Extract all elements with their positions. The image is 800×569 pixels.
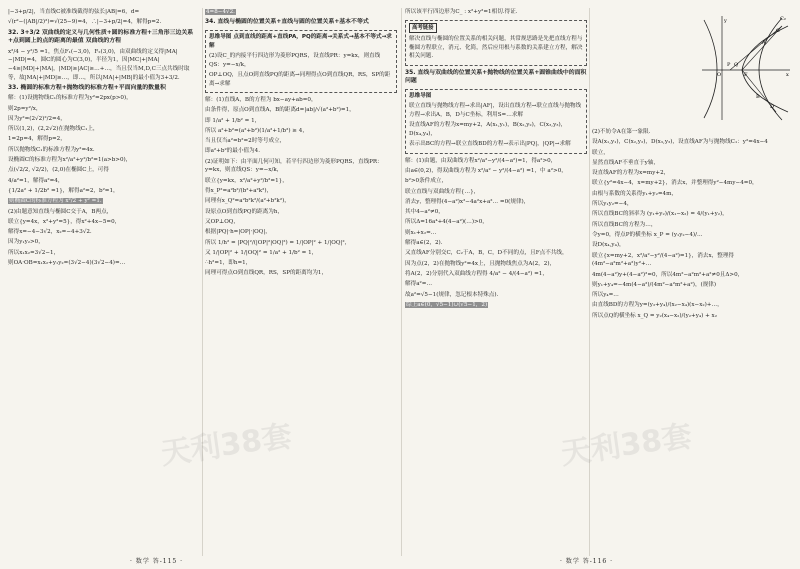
- figure-label: F: [744, 72, 748, 78]
- highlighted-result: 综上a∈(0，√5−1)∪(√5−1，2): [406, 301, 488, 308]
- text-line: 所以该平行四边形为C_ : x²+y²=1相切.得证.: [405, 9, 518, 15]
- text-line: √(r²−(|AB|/2)²)=√(25−9)=4，∴|−3+p/2|=4，解得p=2.: [8, 19, 162, 26]
- figure-label: B: [756, 94, 760, 100]
- mind-map-text: 表示出BC的方程→联立直线BD的方程→表示出|PQ|，|QP|→求解: [409, 141, 571, 148]
- text-line: 其中4−a²≠0，: [405, 209, 444, 216]
- text-line: 根据|PQ|·h=|OP|·|OQ|，: [205, 229, 271, 236]
- page-number-left: · 数学 答-115 ·: [130, 558, 184, 565]
- text-line: 由a∈(0,2)，得双曲线方程为 x²/a² − y²/(4−a²) =1，中 a²>0，: [405, 168, 567, 174]
- hyperbola-parabola-figure: [700, 12, 792, 122]
- figure-label: C: [776, 28, 780, 34]
- text-line: 所以Δ=16a⁴+4(4−a²)(…)>0，: [405, 219, 488, 226]
- text-line: 联立，: [592, 149, 609, 156]
- watermark: 天利38套: [158, 418, 295, 472]
- column-3: [405, 8, 587, 556]
- parabola: [742, 26, 788, 112]
- figure-label: A: [762, 40, 766, 46]
- text-line: 则x₁+x₂=…: [405, 229, 437, 236]
- highlighted-result: 则椭圆C的标准方程为 x²/2 + y² =1.: [9, 198, 102, 205]
- figure-label: O: [717, 72, 722, 78]
- text-line: ∴h²=1，即h=1，: [205, 260, 252, 267]
- text-line: 则2p=y²/x，: [8, 105, 42, 112]
- mind-map-text: OP⊥OQ，且点O到直线PQ的距离→同理得点O到直线QR，RS，SP的距离→求解: [209, 72, 391, 87]
- text-line: 则y₁+y₄=−4m(4−a²)/(4m²−a²m²+a²)，(规律): [592, 281, 717, 288]
- figure-label: y: [724, 18, 727, 24]
- figure-label: P: [727, 62, 731, 68]
- mind-map-text: (2)设C_的内接平行四边形为菱形PQRS，设直线PR：y=kx，则直线QS：y=−x/k，: [209, 53, 381, 68]
- text-line: 因为点(2，2)在抛物线y²=4x上，且抛物线焦点为A(2，2)，: [405, 260, 556, 267]
- text-line: x²/4 − y²/5 =1，焦点F₁(−3,0)，F₂(3,0)，由双曲线的定义得|MA|−|MD|=4，圆C的圆心为C(3,0)，半径为1，因|MC|+|MA|−4≥|MD|+|MA|，|MD|≥|AC|≥…+…，当且仅当M,D,C三点共线时取等，故|MA|+|MD|≥…，即…，所以|MA|+|MB|的最小值为3+3/2.: [8, 48, 190, 81]
- column-1: [8, 8, 200, 556]
- text-line: 点(√2/2, √2/2)，(2,0)在椭圆C上，可得: [8, 167, 109, 174]
- text-line: 消去y，整理得(4−a²)x²−4a²x+a²… =0(规律)，: [405, 198, 530, 205]
- text-line: 所以 1/h² = |PQ|²/(|OP|²|OQ|²) = 1/|OP|² + 1/|OQ|²，: [205, 239, 351, 246]
- text-line: 解得a∈(2，2).: [405, 240, 443, 247]
- text-line: 联立{y=kx，x²/a²+y²/b²=1}，: [205, 177, 288, 184]
- mind-map-text: 思维导图 点到直线的距离+直线PA，PQ的距离→关系式→基本不等式→求解: [209, 34, 392, 49]
- text-line: 同理有x_Q²=a²b²k²/(a²+b²k²)，: [205, 198, 290, 205]
- text-line: 所以抛物线C₁的标准方程为y²=4x.: [8, 146, 95, 153]
- problem-heading: 33. 椭圆的标准方程+抛物线的标准方程+平面向量的数量积: [8, 85, 166, 91]
- mind-map-box: [405, 89, 587, 154]
- page-divider: [401, 8, 402, 556]
- text-line: 即 1/a² + 1/b² = 1，: [205, 117, 261, 124]
- text-line: 所以直线BC的方程为…，: [592, 221, 657, 228]
- text-line: 同理可得点O到直线QR，RS，SP的距离均为1，: [205, 270, 328, 277]
- text-line: 4=8−4√2.: [206, 9, 235, 15]
- text-line: 4m(4−a²)y+(4−a²)²=0，所以4m²−a²m²+a²≠0且Δ>0，: [592, 271, 744, 278]
- text-line: (2)不妨令A在第一象限.: [592, 129, 651, 135]
- hyperbola-left-branch: [704, 20, 717, 118]
- text-line: 又OP⊥OQ，: [205, 218, 239, 225]
- text-line: 解得x=−4−3√2，x₂=−4+3√2.: [8, 229, 92, 236]
- text-line: 4/a²=1，解得a²=4，: [8, 177, 64, 184]
- mind-map-box: [205, 30, 397, 93]
- exam-link-text: 解决直线与椭圆的位置关系的相关问题，其常规思路是先把直线方程与椭圆方程联立，消元、化简，然后应用根与系数的关系建立方程，解决相关问题.: [409, 36, 583, 60]
- exam-link-title: 高考链接: [409, 23, 583, 34]
- text-line: 设直线AF的方程为x=my+2，: [592, 170, 670, 177]
- page-number-right: · 数学 答-116 ·: [560, 558, 614, 565]
- text-line: 设椭圆C的标准方程为x²/a²+y²/b²=1(a>b>0)，: [8, 157, 132, 164]
- text-line: 又 1/|OP|² + 1/|OQ|² = 1/a² + 1/b² = 1，: [205, 249, 318, 256]
- text-line: 即a²+b²的最小值为4.: [205, 148, 260, 155]
- text-line: 所以直线BC的斜率为 (y₁+y₂)/(x₁−x₂) = 4/(y₁+y₂)，: [592, 211, 728, 218]
- text-line: 由根与系数的关系得y₁+y₂=4m，: [592, 190, 677, 197]
- text-line: 故a²=√5−1(规律，忽记根本特殊点).: [405, 291, 499, 298]
- text-line: 设原点O到直线PQ的距离为h，: [205, 208, 284, 215]
- text-line: 因为y²=(2√2)²/2=4，: [8, 115, 66, 122]
- exam-link-box: [405, 20, 587, 66]
- mind-map-text: 设直线AF的方程为x=my+2，A(x₁,y₁)，B(x₂,y₂)，C(x₃,y₃)，D(x₄,y₄)，: [409, 122, 567, 138]
- text-line: {1/2a² + 1/2b² =1}，解得a²=2，b²=1，: [8, 187, 119, 194]
- text-line: 则OA·OB=x₁x₂+y₁y₂=(3√2−4)(3√2−4)=…: [8, 260, 126, 267]
- text-line: |−3+p/2|，当直线C被准线截得的弦长|AB|=6，d=: [8, 9, 140, 15]
- watermark: 天利38套: [558, 418, 695, 472]
- mind-map-title: 思维导图: [409, 93, 432, 100]
- column-divider: [202, 8, 203, 556]
- text-line: 联立{y²=4x−4，x=my+2}，消去x，并整理得y²−4my−4=0，: [592, 180, 758, 187]
- column-2: [205, 8, 397, 556]
- text-line: 所以x₁x₂=3√2−1，: [8, 249, 60, 256]
- figure-label: Q: [734, 62, 739, 68]
- text-line: 解：(1)设抛物线C₁的标准方程为y²=2px(p>0)，: [8, 95, 132, 102]
- problem-heading: 35. 直线与双曲线的位置关系+抛物线的位置关系+圆锥曲线中的面积问题: [405, 69, 587, 85]
- text-line: 解：(1)直线A，B的方程为 bx−ay+ab=0，: [205, 97, 317, 103]
- problem-heading: 32. 3+3/2 双曲线的定义与几何性质+圆的标准方程+三角形三边关系+点到圆上的点的距离的最值 双曲线的方程: [8, 29, 194, 45]
- text-line: 所以y₁y₂=−4，: [592, 201, 633, 208]
- text-line: 解：(1)由题，由双曲线方程x²/a²−y²/(4−a²)=1，得a²>0，: [405, 157, 557, 164]
- text-line: 将A(2，2)分别代入双曲线方程得 4/a² − 4/(4−a²) =1，: [405, 270, 548, 277]
- text-line: 当且仅当a²=b²=2时等号成立，: [205, 138, 286, 145]
- figure-label: C₂: [780, 16, 786, 22]
- text-line: 得x_P²=a²b²/(b²+a²k²)，: [205, 188, 273, 195]
- text-line: 显然直线AF不垂直于y轴，: [592, 159, 660, 166]
- text-line: 所以 a²+b²=(a²+b²)(1/a²+1/b²) ≥ 4，: [205, 127, 308, 134]
- text-line: 所以(1,2)，(2,2√2)在抛物线C₁上，: [8, 126, 99, 133]
- text-line: 由直线BD的方程为y=(y₂+y₄)/(x₂−x₄)(x−x₂)+…，: [592, 302, 723, 309]
- text-line: 联立{y=4x，x²+y²=5}，得x²+4x−5=0，: [8, 218, 121, 225]
- text-line: 又直线AF分别交C，C₂于A，B，C，D不同的点，且F点不共线，: [405, 250, 568, 257]
- mind-map-text: 联立直线与抛物线方程→求出|AF|，设出直线方程→联立直线与抛物线方程→求出A，B，D与C坐标，利用S=…求解: [409, 103, 582, 119]
- figure-label: x: [786, 72, 789, 78]
- problem-heading: 34. 直线与椭圆的位置关系+直线与圆的位置关系+基本不等式: [205, 19, 369, 26]
- text-line: 所以点Q的横坐标 x_Q = y₂(x₄−x₂)/(y₂+y₄) + x₂: [592, 312, 717, 319]
- text-line: 解得a²=…: [405, 281, 433, 288]
- text-line: 联立直线与双曲线方程{…}，: [405, 188, 480, 195]
- text-line: (2)证明如下：由平面几何可知，若平行四边形为菱形PQRS，直线PR：y=kx，则直线QS：y=−x/k，: [205, 158, 383, 174]
- text-line: 由条件得，原点O到直线A，B的距离d=|ab|/√(a²+b²)=1，: [205, 107, 355, 114]
- text-line: 1=2p=4，解得p=2，: [8, 136, 66, 143]
- figure-label: D: [770, 104, 775, 110]
- text-line: 设D(x₄,y₄)，: [592, 242, 625, 249]
- text-line: 因为y₁y₂>0，: [8, 239, 44, 246]
- text-line: 所以y₄=…: [592, 292, 619, 299]
- text-line: 设A(x₁,y₁)，C(x₂,y₂)，D(x₃,y₃)，设直线AF为与抛物线C₁：y²=4x−4: [592, 139, 768, 146]
- column-divider: [589, 8, 590, 556]
- text-line: (2)由题意知直线与椭圆C交于A，B两点，: [8, 208, 113, 215]
- text-line: 令y=0，得点P的横坐标 x_P = (y₁y₂−4)/…: [592, 231, 703, 238]
- text-line: b²>0条件成立，: [405, 178, 448, 185]
- text-line: 联立{x=my+2，x²/a²−y²/(4−a²)=1}，消去x，整理得(4m²−a²m²+a²)y²+…: [592, 252, 735, 268]
